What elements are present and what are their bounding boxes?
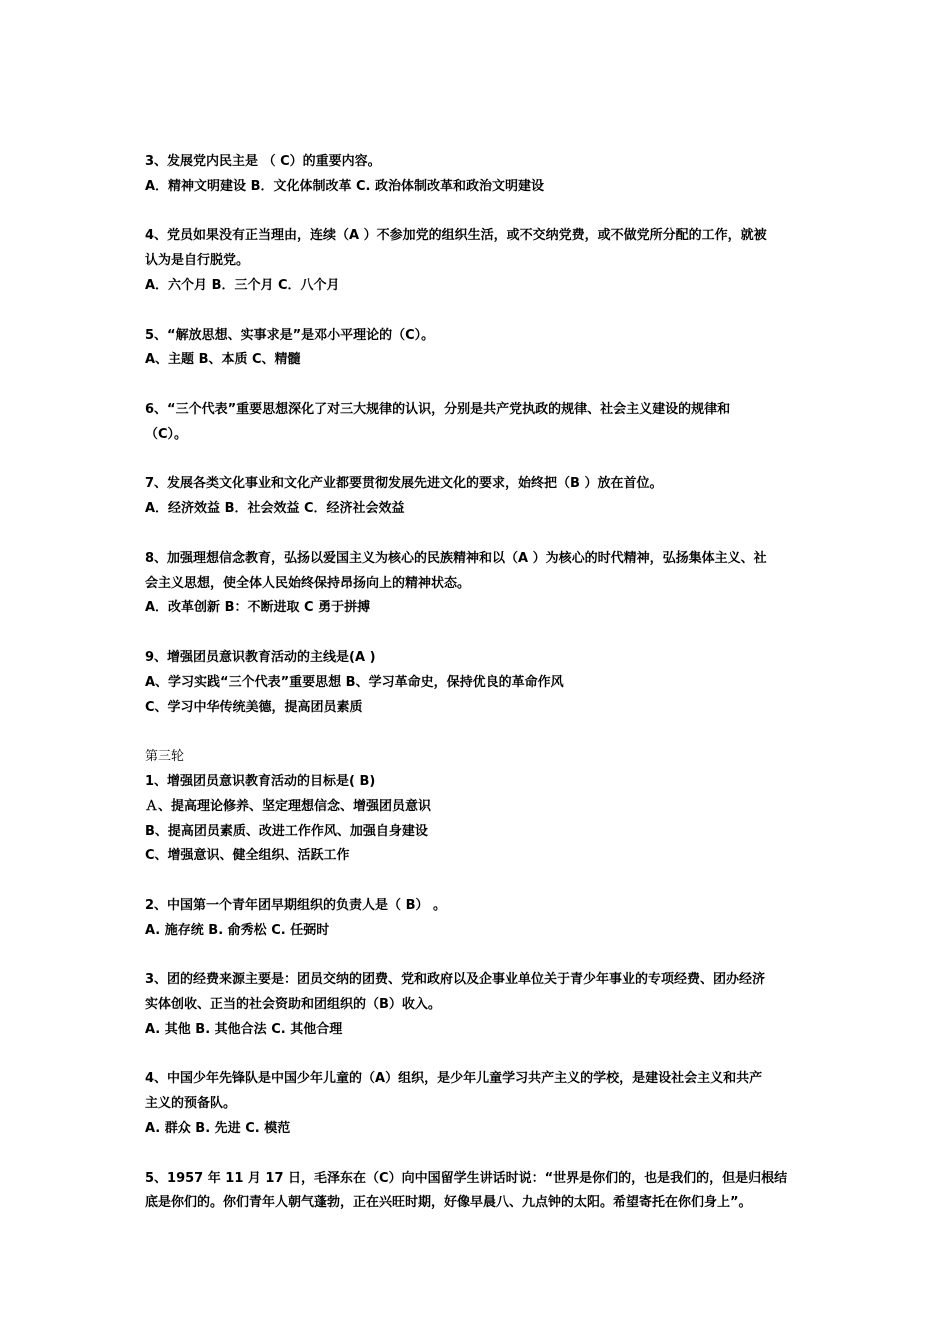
text-line: 3、团的经费来源主要是：团员交纳的团费、党和政府以及企事业单位关于青少年事业的专项经费、团办经济 xyxy=(145,972,766,988)
text-line: 底是你们的。你们青年人朝气蓬勃，正在兴旺时期，好像早晨八、九点钟的太阳。希望寄托在你们身上”。 xyxy=(145,1195,752,1211)
blank-line xyxy=(145,522,810,547)
text-line: B、提高团员素质、改进工作作风、加强自身建设 xyxy=(145,823,428,839)
text-line: C、学习中华传统美德，提高团员素质 xyxy=(145,699,363,715)
text-line: 主义的预备队。 xyxy=(145,1096,237,1112)
blank-line xyxy=(145,448,810,473)
text-line: 3、发展党内民主是 （ C）的重要内容。 xyxy=(145,154,381,169)
text-line: A、主题 B、本质 C、精髓 xyxy=(145,352,301,368)
blank-line xyxy=(145,299,810,324)
text-line: 第三轮 xyxy=(145,749,185,765)
blank-line xyxy=(145,621,810,646)
text-line: 1、增强团员意识教育活动的目标是( B) xyxy=(145,773,376,789)
blank-line xyxy=(145,373,810,398)
text-line: 7、发展各类文化事业和文化产业都要贯彻发展先进文化的要求，始终把（B ）放在首位。 xyxy=(145,476,663,492)
text-line: 9、增强团员意识教育活动的主线是(A ) xyxy=(145,649,376,665)
blank-line xyxy=(145,869,810,894)
blank-line xyxy=(145,200,810,225)
blank-line xyxy=(145,944,810,969)
text-line: 会主义思想，使全体人民始终保持昂扬向上的精神状态。 xyxy=(145,575,471,591)
text-line: （C）。 xyxy=(145,426,188,442)
text-line: C、增强意识、健全组织、活跃工作 xyxy=(145,848,350,864)
text-line: 6、“三个代表”重要思想深化了对三大规律的认识，分别是共产党执政的规律、社会主义建设的规律和 xyxy=(145,401,731,417)
text-line: A、学习实践“三个代表”重要思想 B、学习革命史，保持优良的革命作风 xyxy=(145,674,564,690)
blank-line xyxy=(145,720,810,745)
text-line: A．六个月 B．三个月 C．八个月 xyxy=(145,277,340,293)
text-line: A. 施存统 B. 俞秀松 C. 任弼时 xyxy=(145,922,330,938)
text-line: 4、党员如果没有正当理由，连续（A ）不参加党的组织生活，或不交纳党费，或不做党所分配的工作，就被 xyxy=(145,228,767,244)
blank-line xyxy=(145,1142,810,1167)
blank-line xyxy=(145,1043,810,1068)
text-line: 5、1957 年 11 月 17 日，毛泽东在（C）向中国留学生讲话时说：“世界是你们的，也是我们的，但是归根结 xyxy=(145,1170,788,1186)
text-line: 8、加强理想信念教育，弘扬以爱国主义为核心的民族精神和以（A ）为核心的时代精神，弘扬集体主义、社 xyxy=(145,550,767,566)
text-line: 4、中国少年先锋队是中国少年儿童的（A）组织，是少年儿童学习共产主义的学校，是建设社会主义和共产 xyxy=(145,1071,763,1087)
text-line: A．改革创新 B：不断进取 C 勇于拼搏 xyxy=(145,600,371,616)
text-line: A．精神文明建设 B．文化体制改革 C. 政治体制改革和政治文明建设 xyxy=(145,178,545,194)
text-line: Ａ、提高理论修养、坚定理想信念、增强团员意识 xyxy=(145,798,432,814)
text-line: 5、“解放思想、实事求是”是邓小平理论的（C）。 xyxy=(145,327,435,343)
text-line: A. 其他 B. 其他合法 C. 其他合理 xyxy=(145,1021,343,1037)
text-line: 认为是自行脱党。 xyxy=(145,253,250,269)
text-line: A. 群众 B. 先进 C. 模范 xyxy=(145,1121,291,1137)
text-line: 实体创收、正当的社会资助和团组织的（B）收入。 xyxy=(145,997,441,1013)
text-line: A．经济效益 B．社会效益 C．经济社会效益 xyxy=(145,501,405,517)
text-line: 2、中国第一个青年团早期组织的负责人是（ B） 。 xyxy=(145,897,447,913)
